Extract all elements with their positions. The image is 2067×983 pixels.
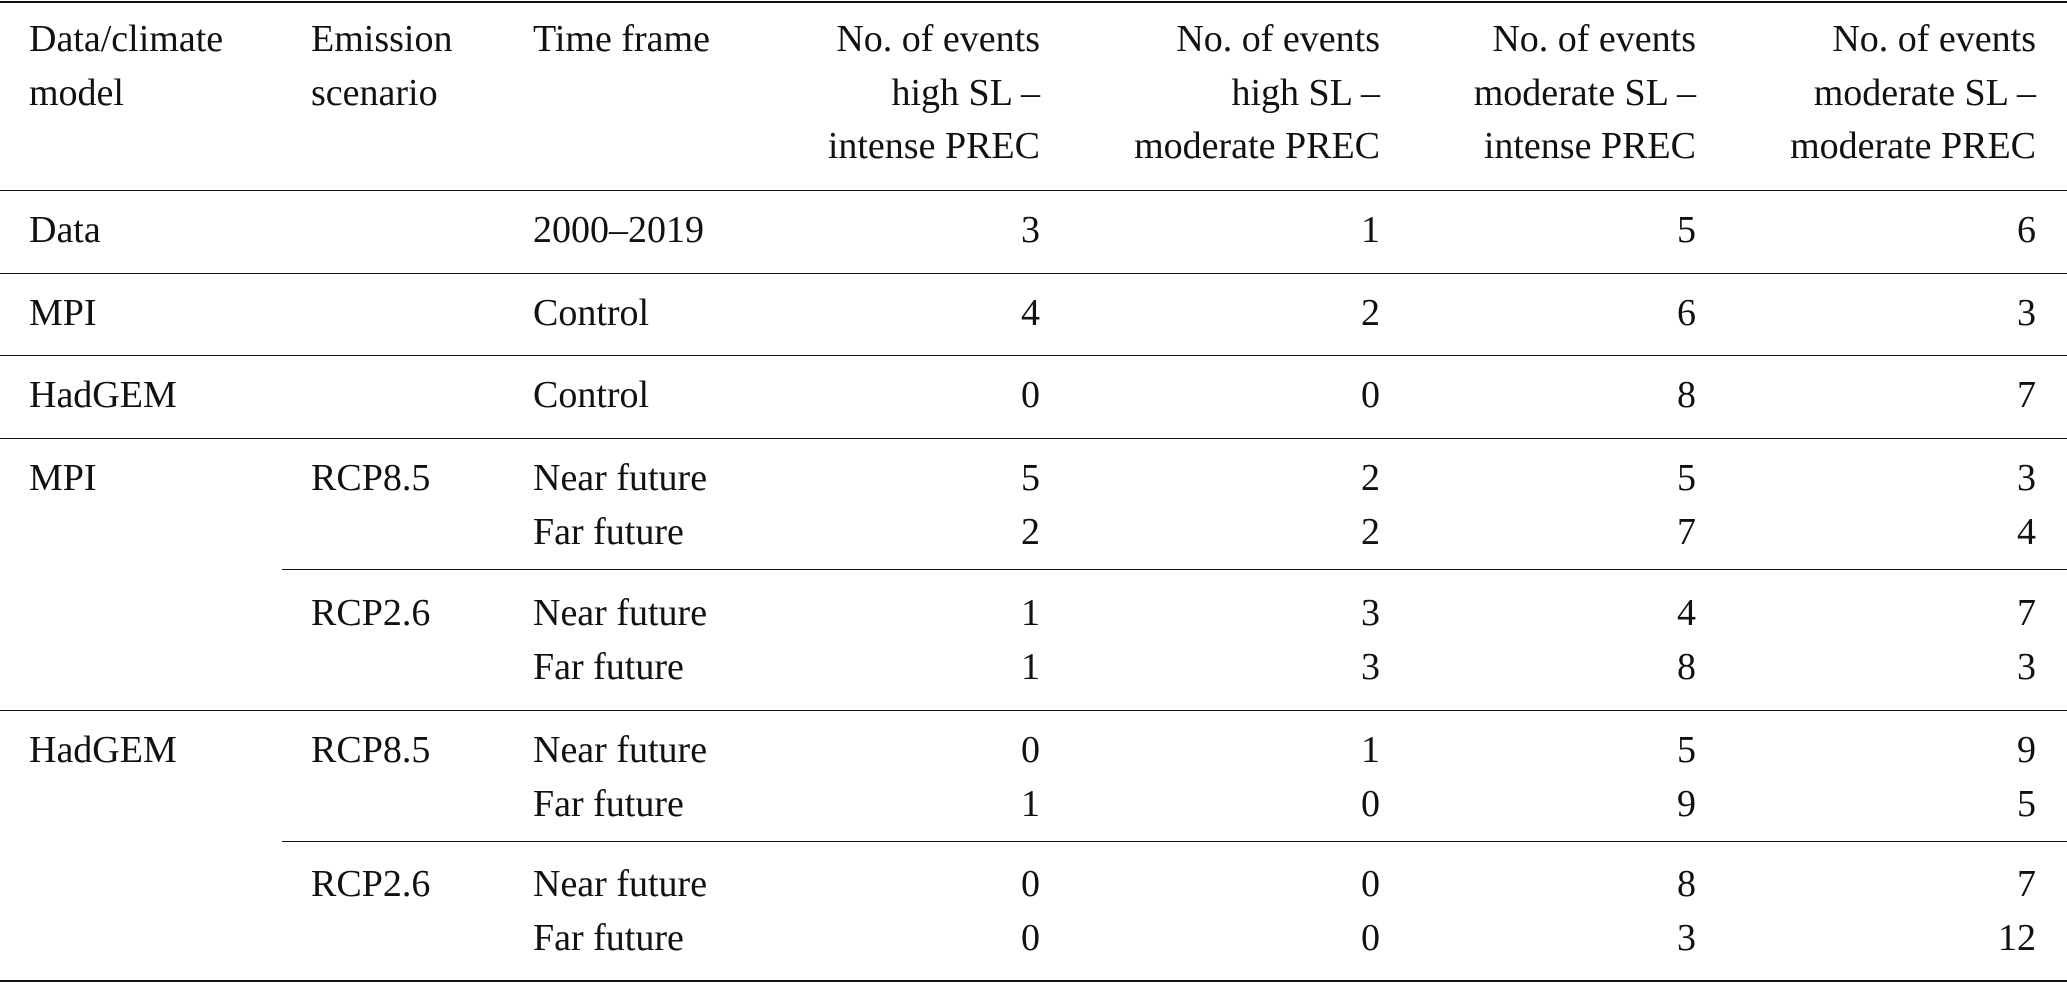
cell-model: HadGEM (29, 374, 177, 416)
header-time-frame: Time frame (533, 18, 710, 60)
cell-moderate-sl-moderate-prec: 7 12 (1998, 863, 2036, 959)
cell-high-sl-moderate-prec: 0 0 (1361, 863, 1380, 959)
cell-high-sl-intense-prec: 0 (1021, 374, 1040, 416)
cell-time-frame: Control (533, 292, 650, 334)
cell-moderate-sl-moderate-prec: 3 (2017, 292, 2036, 334)
cell-scenario: RCP8.5 (311, 457, 431, 499)
cell-model: MPI (29, 292, 97, 334)
cell-model: HadGEM (29, 729, 177, 771)
header-moderate-sl-intense-prec: No. of events moderate SL – intense PREC (1473, 18, 1696, 167)
cell-high-sl-moderate-prec: 2 2 (1361, 457, 1380, 553)
cell-time-frame: Near future Far future (533, 729, 708, 825)
top-rule (0, 1, 2067, 3)
cell-high-sl-intense-prec: 1 1 (1021, 592, 1040, 688)
cell-high-sl-intense-prec: 3 (1021, 209, 1040, 251)
cell-high-sl-intense-prec: 4 (1021, 292, 1040, 334)
cell-time-frame: Control (533, 374, 650, 416)
group-rule (282, 569, 2067, 570)
cell-high-sl-intense-prec: 0 0 (1021, 863, 1040, 959)
header-rule (0, 190, 2067, 191)
row-rule (0, 273, 2067, 274)
row-rule (0, 438, 2067, 439)
cell-moderate-sl-intense-prec: 5 (1677, 209, 1696, 251)
cell-moderate-sl-moderate-prec: 7 (2017, 374, 2036, 416)
cell-time-frame: Near future Far future (533, 863, 708, 959)
cell-moderate-sl-moderate-prec: 6 (2017, 209, 2036, 251)
cell-high-sl-moderate-prec: 0 (1361, 374, 1380, 416)
cell-scenario: RCP8.5 (311, 729, 431, 771)
cell-scenario: RCP2.6 (311, 863, 431, 905)
cell-high-sl-moderate-prec: 1 0 (1361, 729, 1380, 825)
cell-model: MPI (29, 457, 97, 499)
cell-time-frame: Near future Far future (533, 457, 708, 553)
header-high-sl-moderate-prec: No. of events high SL – moderate PREC (1134, 18, 1380, 167)
cell-moderate-sl-intense-prec: 6 (1677, 292, 1696, 334)
group-rule (282, 841, 2067, 842)
cell-high-sl-moderate-prec: 3 3 (1361, 592, 1380, 688)
cell-moderate-sl-moderate-prec: 7 3 (2017, 592, 2036, 688)
cell-moderate-sl-moderate-prec: 3 4 (2017, 457, 2036, 553)
cell-moderate-sl-intense-prec: 4 8 (1677, 592, 1696, 688)
cell-scenario: RCP2.6 (311, 592, 431, 634)
cell-high-sl-intense-prec: 0 1 (1021, 729, 1040, 825)
cell-time-frame: 2000–2019 (533, 209, 704, 251)
cell-high-sl-moderate-prec: 2 (1361, 292, 1380, 334)
cell-moderate-sl-intense-prec: 5 7 (1677, 457, 1696, 553)
cell-model: Data (29, 209, 101, 251)
cell-moderate-sl-intense-prec: 8 (1677, 374, 1696, 416)
cell-time-frame: Near future Far future (533, 592, 708, 688)
cell-high-sl-intense-prec: 5 2 (1021, 457, 1040, 553)
header-high-sl-intense-prec: No. of events high SL – intense PREC (827, 18, 1040, 167)
bottom-rule (0, 980, 2067, 982)
header-scenario: Emission scenario (311, 18, 453, 114)
cell-moderate-sl-intense-prec: 8 3 (1677, 863, 1696, 959)
cell-moderate-sl-moderate-prec: 9 5 (2017, 729, 2036, 825)
row-rule (0, 355, 2067, 356)
header-moderate-sl-moderate-prec: No. of events moderate SL – moderate PREC (1790, 18, 2036, 167)
row-rule (0, 710, 2067, 711)
cell-moderate-sl-intense-prec: 5 9 (1677, 729, 1696, 825)
cell-high-sl-moderate-prec: 1 (1361, 209, 1380, 251)
header-model: Data/climate model (29, 18, 224, 114)
